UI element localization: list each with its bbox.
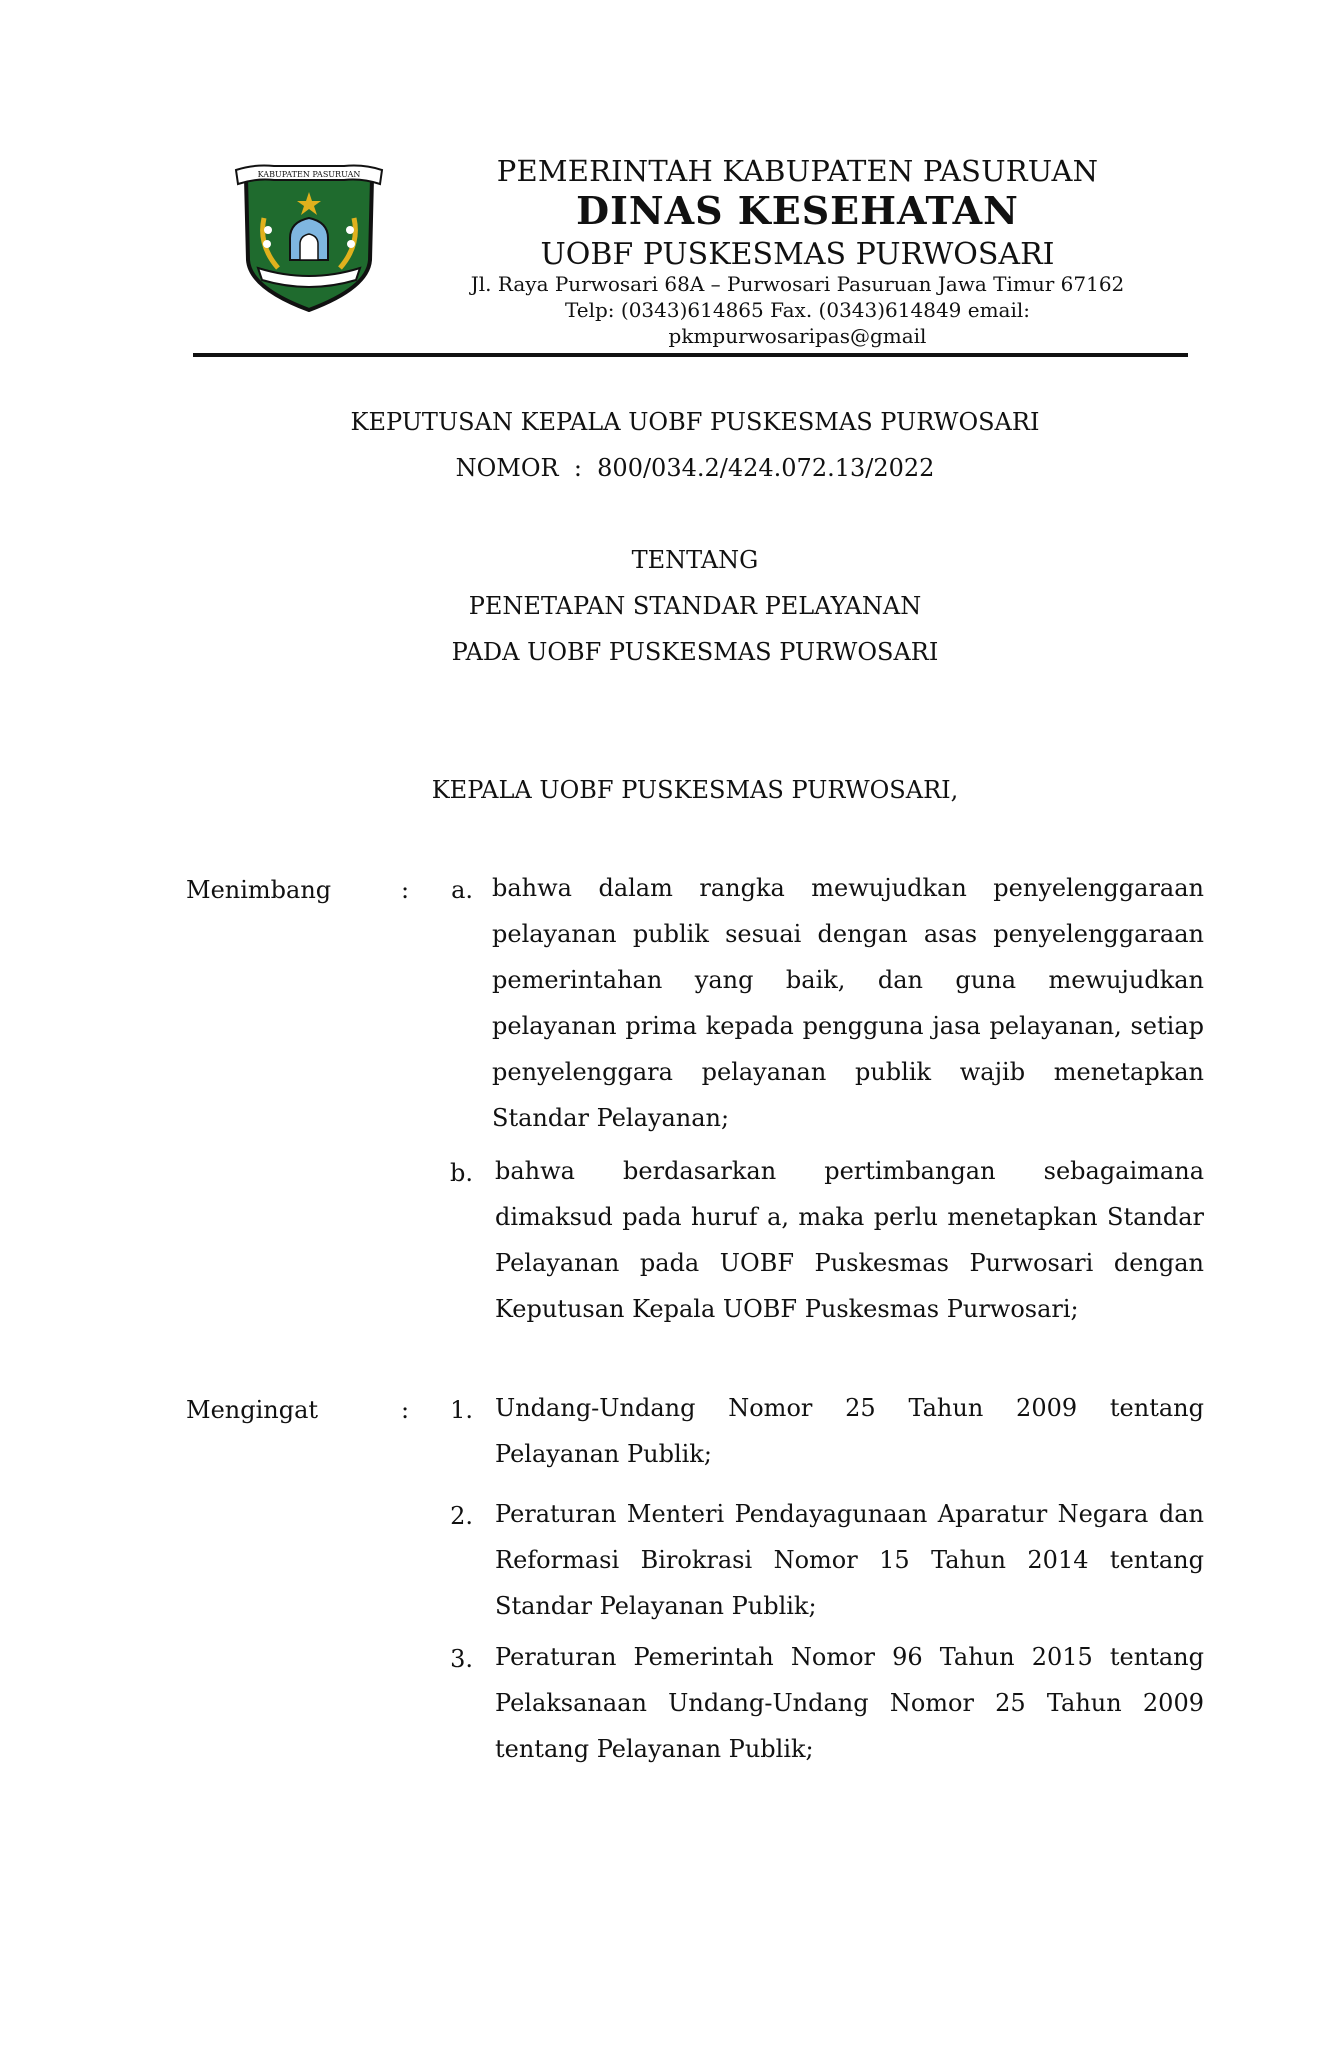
decree-issuer: KEPALA UOBF PUSKESMAS PURWOSARI, [431,776,959,804]
crest-banner-text: KABUPATEN PASURUAN [257,170,361,179]
mengingat-item-marker: 1. [450,1396,473,1424]
email-address: pkmpurwosaripas@gmail [668,324,927,348]
menimbang-item-marker: b. [450,1159,473,1187]
decree-title: KEPUTUSAN KEPALA UOBF PUSKESMAS PURWOSARI [350,408,1040,436]
mengingat-item-text: Peraturan Menteri Pendayagunaan Aparatur Negara dan Reformasi Birokrasi Nomor 15 Tahun 2014 tentang Standar Pelayanan Publik; [495,1500,1204,1620]
mengingat-item-marker: 2. [450,1502,473,1530]
mengingat-item-text: Peraturan Pemerintah Nomor 96 Tahun 2015 tentang Pelaksanaan Undang-Undang Nomor 25 Tahun 2009 tentang Pelayanan Publik; [495,1643,1204,1763]
mengingat-label: Mengingat [186,1396,319,1424]
letterhead-divider [193,353,1188,357]
menimbang-colon: : [401,876,410,904]
unit-name: UOBF PUSKESMAS PURWOSARI [540,237,1055,272]
decree-subject-line-1: PENETAPAN STANDAR PELAYANAN [468,592,922,620]
mengingat-item-text: Undang-Undang Nomor 25 Tahun 2009 tentang Pelayanan Publik; [495,1394,1204,1468]
contact-info: Telp: (0343)614865 Fax. (0343)614849 email: [564,298,1031,322]
decree-about: TENTANG [631,546,759,574]
menimbang-label: Menimbang [186,876,332,904]
agency-name: DINAS KESEHATAN [576,188,1019,233]
mengingat-item-marker: 3. [450,1645,473,1673]
mengingat-colon: : [401,1396,410,1424]
decree-subject-line-2: PADA UOBF PUSKESMAS PURWOSARI [451,638,939,666]
menimbang-item-marker: a. [451,876,473,904]
address: Jl. Raya Purwosari 68A – Purwosari Pasuruan Jawa Timur 67162 [470,272,1125,296]
menimbang-item-text: bahwa berdasarkan pertimbangan sebagaimana dimaksud pada huruf a, maka perlu menetapkan Standar Pelayanan pada UOBF Puskesmas Purwosari dengan Keputusan Kepala UOBF Puskesmas Purwosari; [495,1157,1204,1323]
kabupaten-pasuruan-crest-icon [234,160,384,312]
government-name: PEMERINTAH KABUPATEN PASURUAN [496,154,1099,188]
decree-number: NOMOR : 800/034.2/424.072.13/2022 [455,454,935,482]
menimbang-item-text: bahwa dalam rangka mewujudkan penyelenggaraan pelayanan publik sesuai dengan asas penyelenggaraan pemerintahan yang baik, dan guna mewujudkan pelayanan prima kepada pengguna jasa pelayanan, setiap penyelenggara pelayanan publik wajib menetapkan Standar Pelayanan; [492,874,1204,1132]
